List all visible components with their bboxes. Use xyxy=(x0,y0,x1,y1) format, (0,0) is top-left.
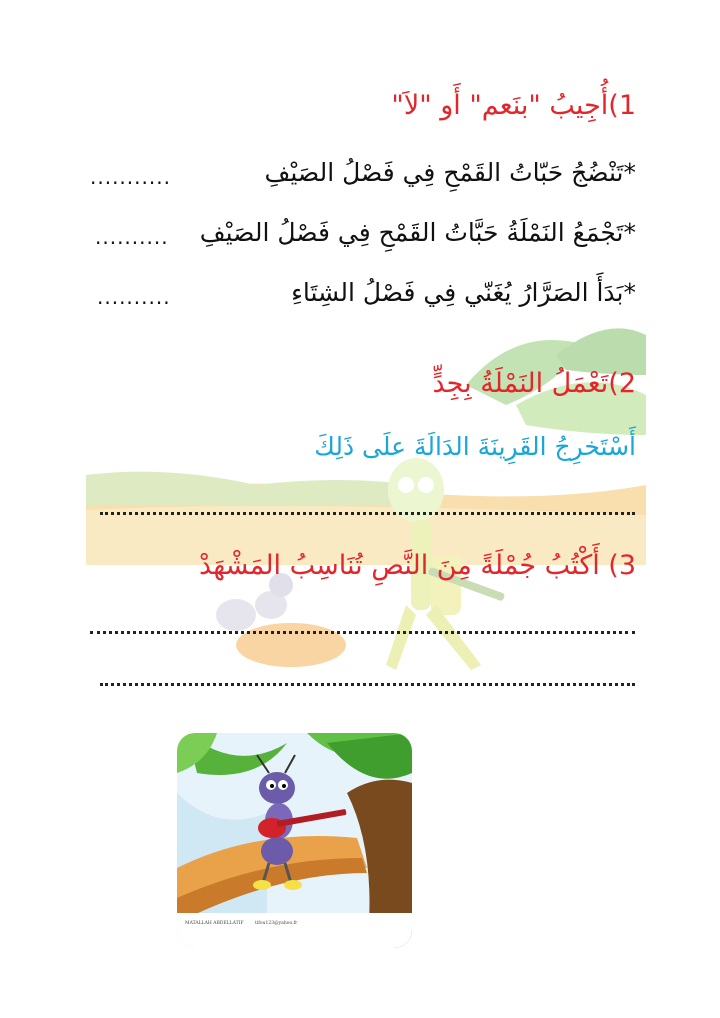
question-1-title: 1)أُجِيبُ "بنَعم" أَو "لاَ" xyxy=(391,90,636,121)
question-1-statement-2: *تَجْمَعُ النَمْلَةُ حَبَّاتُ القَمْحِ فِي فَصْلُ الصَيْفِ xyxy=(199,218,636,247)
question-3-title: 3) أَكْتُبُ جُمْلَةً مِنَ النَّصِ تُنَاسِبُ المَشْهَدْ xyxy=(199,550,636,581)
answer-blank-1[interactable]: ........... xyxy=(90,165,171,189)
ant-guitar-illustration xyxy=(177,733,412,948)
ant-guitar-picture xyxy=(177,733,412,948)
answer-blank-3[interactable]: .......... xyxy=(97,285,171,309)
question-1-statement-3: *بَدَأَ الصَرَّارُ يُغَنّي فِي فَصْلُ الشِتَاءِ xyxy=(291,278,636,307)
question-2-instruction: أَسْتَخرِجُ القَرِينَةَ الدَالَةَ علَى ذَلِكَ xyxy=(314,432,636,461)
picture-caption-author: MATALLAH ABDELLATIF xyxy=(185,921,244,926)
answer-line-q2[interactable] xyxy=(100,512,635,515)
answer-line-q3-1[interactable] xyxy=(90,631,635,634)
answer-blank-2[interactable]: .......... xyxy=(95,225,169,249)
picture-caption-email: tifou123@yahoo.fr xyxy=(255,921,298,926)
answer-line-q3-2[interactable] xyxy=(100,683,635,686)
question-1-statement-1: *تَنْضُجُ حَبّاتُ القَمْحِ فِي فَصْلُ الصَيْفِ xyxy=(264,158,636,187)
question-2-title: 2)تَعْمَلُ النَمْلَةُ بِجِدٍّ xyxy=(432,368,636,399)
